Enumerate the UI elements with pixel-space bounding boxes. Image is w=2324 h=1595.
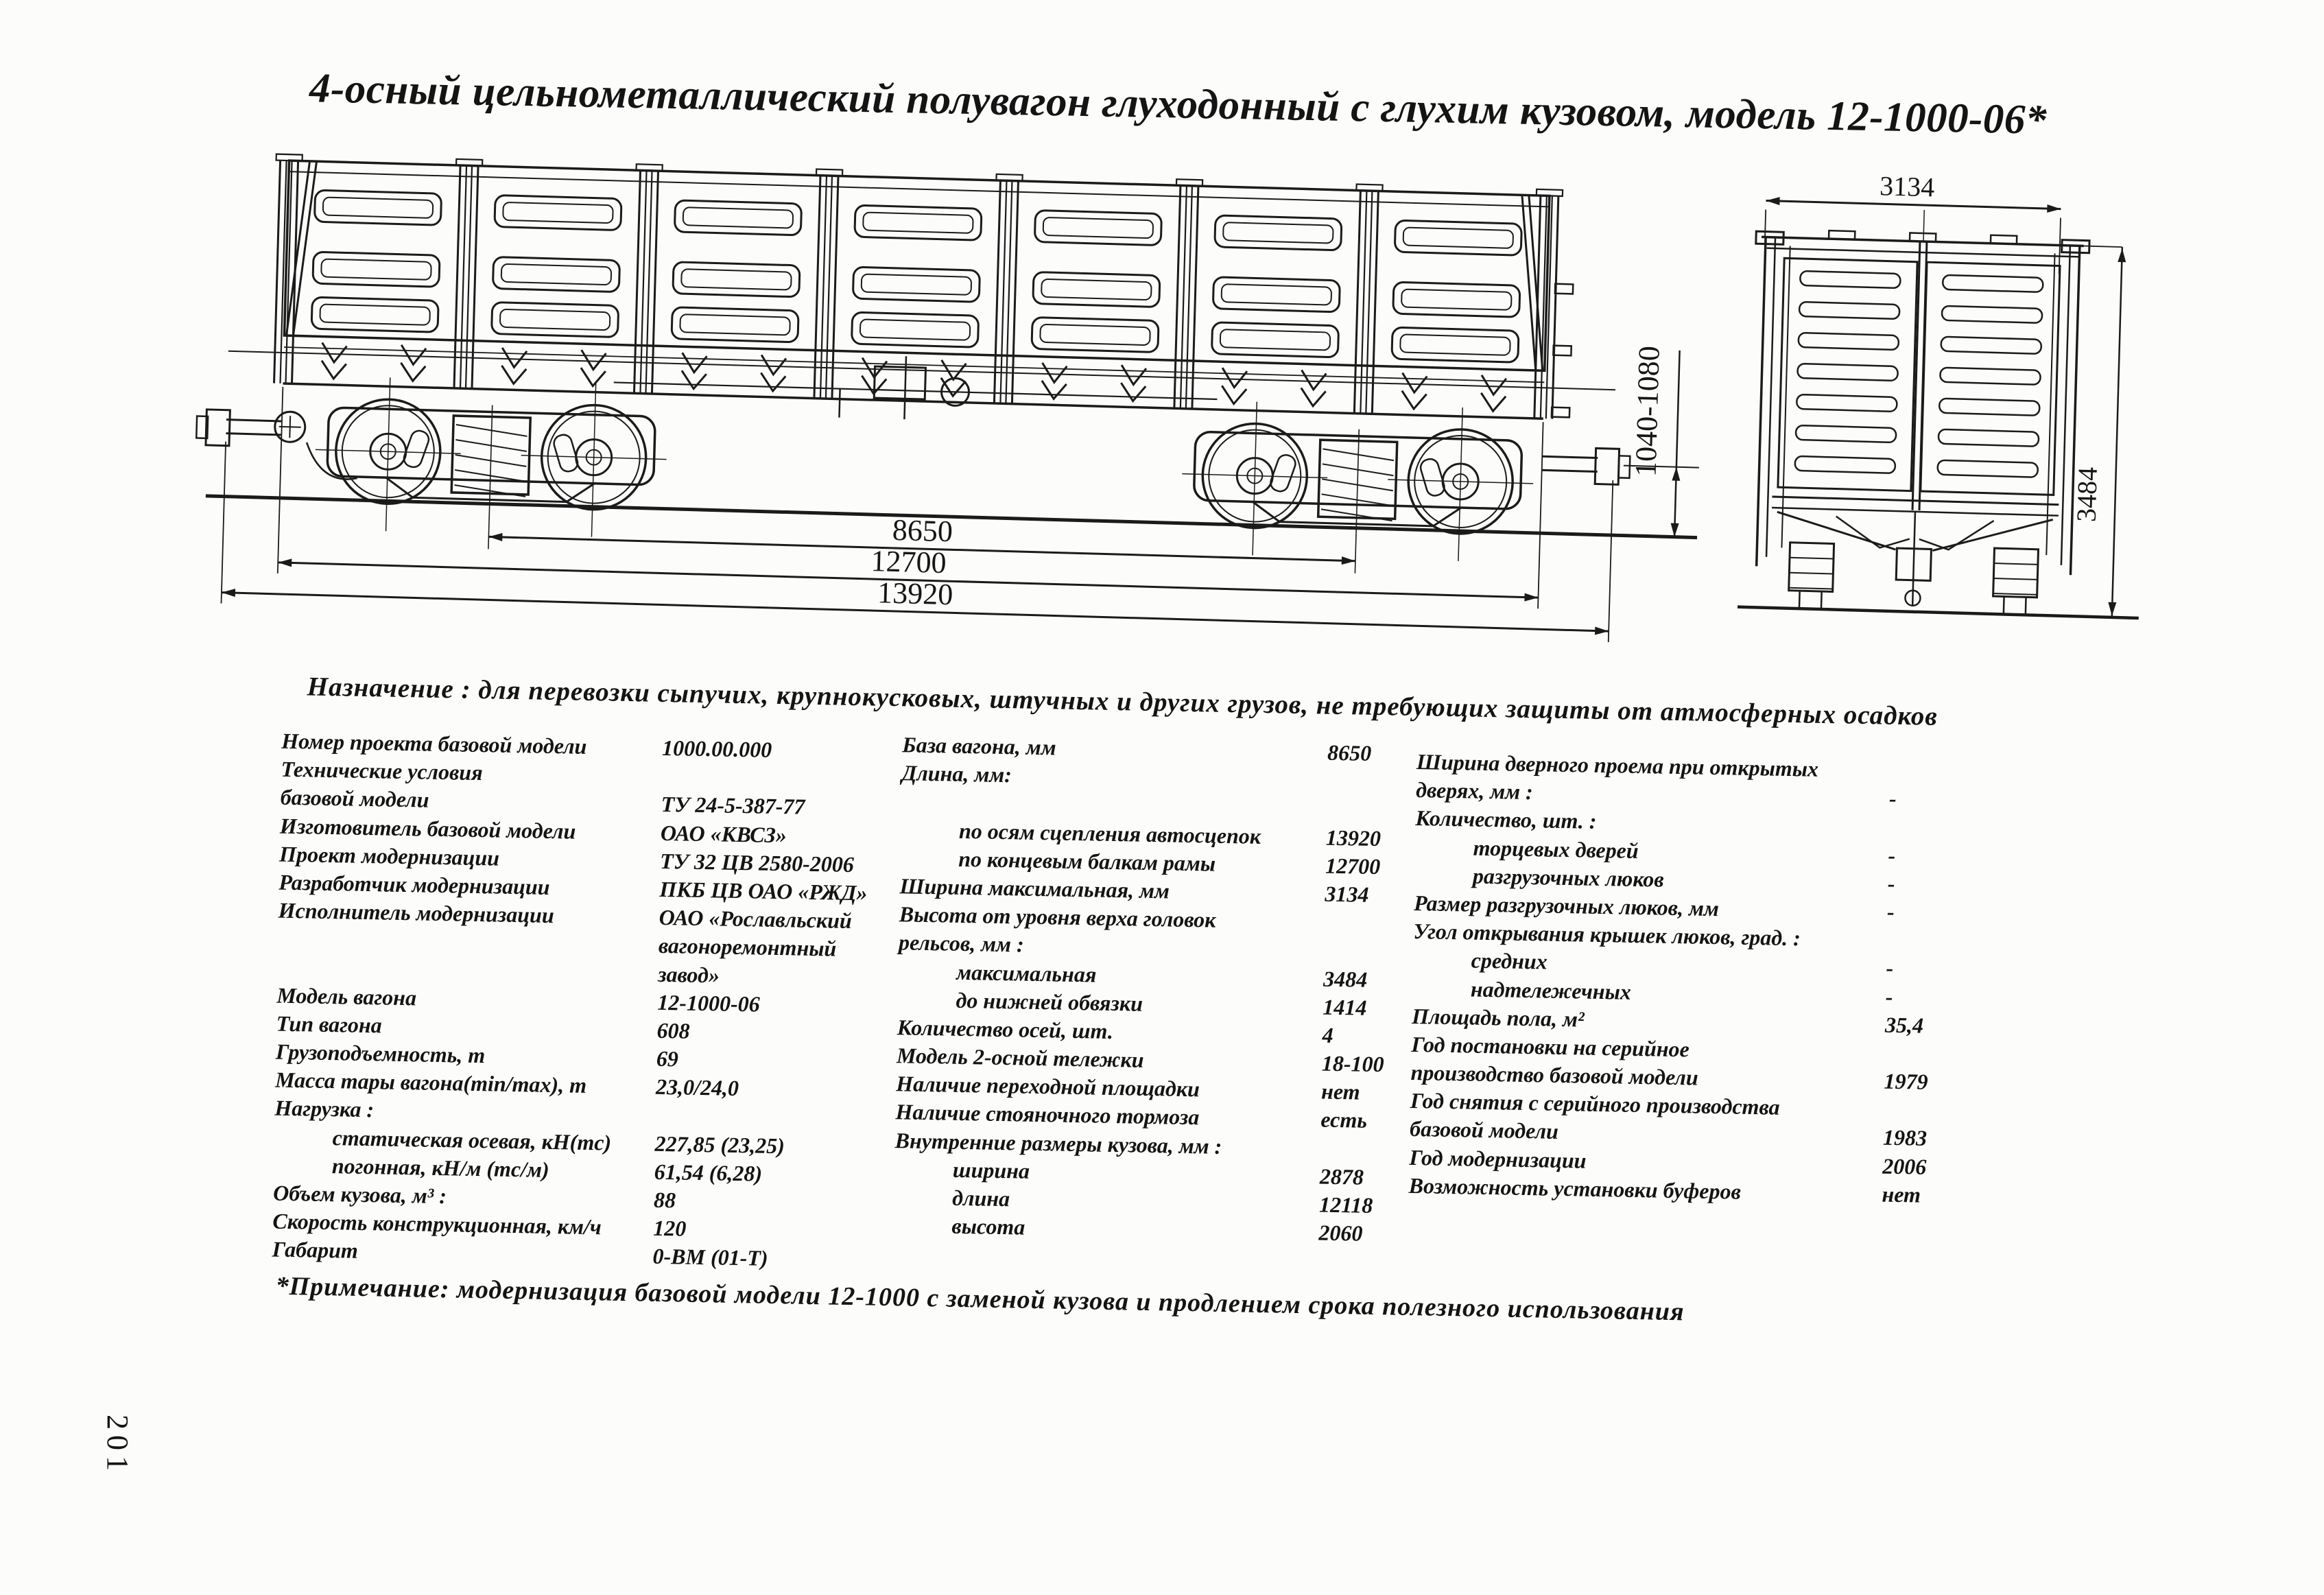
spec-value: 0-ВМ (01-Т) — [652, 1244, 768, 1271]
spec-column-dimensions — [893, 731, 1390, 1248]
spec-label: Модель вагона — [276, 982, 417, 1011]
spec-label: Тип вагона — [276, 1011, 383, 1038]
spec-label: Технические условия — [281, 756, 483, 785]
wagon-end-view-drawing — [1730, 163, 2189, 648]
spec-value: 12-1000-06 — [657, 989, 761, 1017]
spec-value: 61,54 (6,28) — [654, 1159, 763, 1186]
spec-value: 2060 — [1318, 1220, 1363, 1246]
spec-column-hatches-history — [1408, 748, 1934, 1209]
spec-value: 18-100 — [1321, 1050, 1384, 1077]
spec-value: 13920 — [1325, 825, 1382, 851]
spec-value: - — [1885, 984, 1893, 1009]
spec-label: Длина, мм: — [901, 760, 1012, 788]
side-view-geometry — [192, 152, 1707, 645]
spec-label: торцевых дверей — [1473, 835, 1639, 863]
spec-label: Ширина дверного проема при открытых — [1416, 749, 1819, 781]
purpose-line: Назначение : для перевозки сыпучих, крупнокусковых, штучных и других грузов, не требующих защиты от атмосферных осадков — [307, 672, 1938, 731]
spec-label: Ширина максимальная, мм — [899, 873, 1170, 903]
spec-value: 608 — [656, 1017, 690, 1043]
spec-label: Номер проекта базовой модели — [281, 728, 587, 759]
spec-label: Масса тары вагона(min/max), т — [274, 1067, 587, 1098]
spec-label: Наличие стояночного тормоза — [895, 1099, 1200, 1130]
spec-label: Проект модернизации — [278, 841, 500, 871]
spec-label: разгрузочных люков — [1472, 863, 1664, 892]
spec-label: ширина — [952, 1157, 1030, 1183]
spec-label: средних — [1471, 947, 1548, 974]
dim-label-coupler-height: 1040-1080 — [1628, 345, 1666, 477]
spec-label: Скорость конструкционная, км/ч — [272, 1208, 602, 1240]
page-title: 4-осный цельнометаллический полувагон глуходонный с глухим кузовом, модель 12-1000-06* — [309, 65, 2048, 143]
spec-value: 1983 — [1882, 1125, 1928, 1151]
spec-label: Грузоподъемность, т — [275, 1039, 486, 1068]
spec-value: завод» — [657, 961, 720, 987]
wagon-side-view-svg — [181, 144, 1717, 681]
spec-label: Модель 2-осной тележки — [896, 1043, 1144, 1072]
spec-label: максимальная — [956, 959, 1097, 987]
spec-label: Объем кузова, м³ : — [272, 1180, 447, 1209]
page-number: 201 — [101, 1415, 134, 1476]
spec-value: 3134 — [1325, 881, 1369, 907]
dim-label-bogie-base: 8650 — [892, 512, 953, 549]
spec-label: базовой модели — [1409, 1116, 1559, 1144]
spec-value: ОАО «Рославльский — [659, 904, 853, 934]
spec-value: 35,4 — [1884, 1012, 1924, 1038]
spec-label: Наличие переходной площадки — [895, 1071, 1200, 1102]
spec-label: длина — [951, 1185, 1010, 1212]
spec-label: дверях, мм : — [1415, 777, 1534, 805]
spec-value: 8650 — [1327, 740, 1372, 766]
spec-label: Изготовитель базовой модели — [279, 813, 576, 844]
spec-value: вагоноремонтный — [658, 933, 837, 961]
spec-value: ПКБ ЦВ ОАО «РЖД» — [659, 876, 868, 906]
spec-label: Разработчик модернизации — [278, 869, 550, 899]
spec-value: 2878 — [1319, 1163, 1364, 1190]
spec-value: - — [1888, 842, 1896, 868]
spec-value: нет — [1320, 1078, 1360, 1104]
spec-value: 88 — [653, 1187, 676, 1213]
spec-value: 12700 — [1325, 853, 1381, 879]
spec-label: Количество осей, шт. — [897, 1015, 1114, 1043]
spec-value: нет — [1882, 1181, 1921, 1207]
spec-label: Габарит — [272, 1236, 359, 1264]
spec-value: - — [1886, 955, 1894, 981]
spec-label: Год модернизации — [1409, 1144, 1587, 1173]
spec-column-general — [272, 727, 870, 1275]
spec-label: статическая осевая, кН(тс) — [332, 1124, 612, 1155]
spec-label: Внутренние размеры кузова, мм : — [894, 1127, 1222, 1159]
spec-value: ОАО «КВСЗ» — [660, 820, 787, 847]
spec-label: надтележечных — [1470, 976, 1632, 1004]
spec-value: 1414 — [1323, 994, 1367, 1020]
spec-value: 1000.00.000 — [661, 735, 772, 762]
spec-label: Количество, шт. : — [1415, 805, 1597, 834]
dim-label-max-height: 3484 — [2070, 466, 2103, 523]
spec-value: 120 — [653, 1215, 687, 1241]
spec-value: 2006 — [1882, 1153, 1927, 1179]
end-view-geometry — [1738, 196, 2150, 618]
spec-label: Высота от уровня верха головок — [899, 901, 1216, 932]
spec-label: до нижней обвязки — [956, 987, 1143, 1016]
spec-label: База вагона, мм — [902, 732, 1056, 760]
dim-label-max-width: 3134 — [1879, 170, 1935, 203]
dim-label-coupler-length: 13920 — [877, 576, 953, 612]
spec-label: по концевым балкам рамы — [958, 846, 1216, 876]
spec-value: - — [1887, 871, 1895, 896]
spec-value: - — [1888, 785, 1897, 812]
spec-value: 227,85 (23,25) — [654, 1131, 785, 1158]
spec-label: высота — [951, 1213, 1025, 1240]
spec-label: Возможность установки буферов — [1408, 1172, 1742, 1204]
spec-value: - — [1886, 899, 1895, 924]
spec-label: погонная, кН/м (тс/м) — [331, 1153, 549, 1182]
spec-label: Исполнитель модернизации — [278, 897, 555, 928]
footnote: *Примечание: модернизация базовой модели 12-1000 с заменой кузова и продлением срока полезного использования — [275, 1271, 1685, 1327]
spec-value: 12118 — [1318, 1192, 1373, 1218]
spec-value: 1979 — [1884, 1068, 1928, 1094]
spec-label: рельсов, мм : — [898, 930, 1025, 957]
dim-label-frame-length: 12700 — [870, 544, 947, 580]
spec-value: 4 — [1322, 1022, 1334, 1048]
spec-label: Нагрузка : — [274, 1096, 375, 1122]
spec-value: 69 — [656, 1045, 679, 1072]
spec-value: ТУ 24-5-387-77 — [661, 792, 805, 820]
spec-label: Площадь пола, м² — [1411, 1003, 1585, 1032]
spec-label: производство базовой модели — [1410, 1060, 1699, 1090]
spec-label: Год снятия с серийного производства — [1410, 1088, 1780, 1120]
wagon-end-view-svg — [1730, 163, 2189, 648]
spec-value: 23,0/24,0 — [655, 1074, 739, 1101]
spec-label: Год постановки на серийное — [1411, 1031, 1690, 1062]
spec-value: ТУ 32 ЦВ 2580-2006 — [659, 848, 855, 877]
spec-label: Размер разгрузочных люков, мм — [1413, 890, 1720, 921]
spec-value: 3484 — [1323, 966, 1368, 992]
spec-value: есть — [1320, 1107, 1368, 1133]
wagon-side-view-drawing — [181, 144, 1717, 681]
spec-label: по осям сцепления автосцепок — [958, 818, 1261, 849]
spec-label: Угол открывания крышек люков, град. : — [1413, 919, 1801, 951]
spec-label: базовой модели — [280, 785, 429, 813]
